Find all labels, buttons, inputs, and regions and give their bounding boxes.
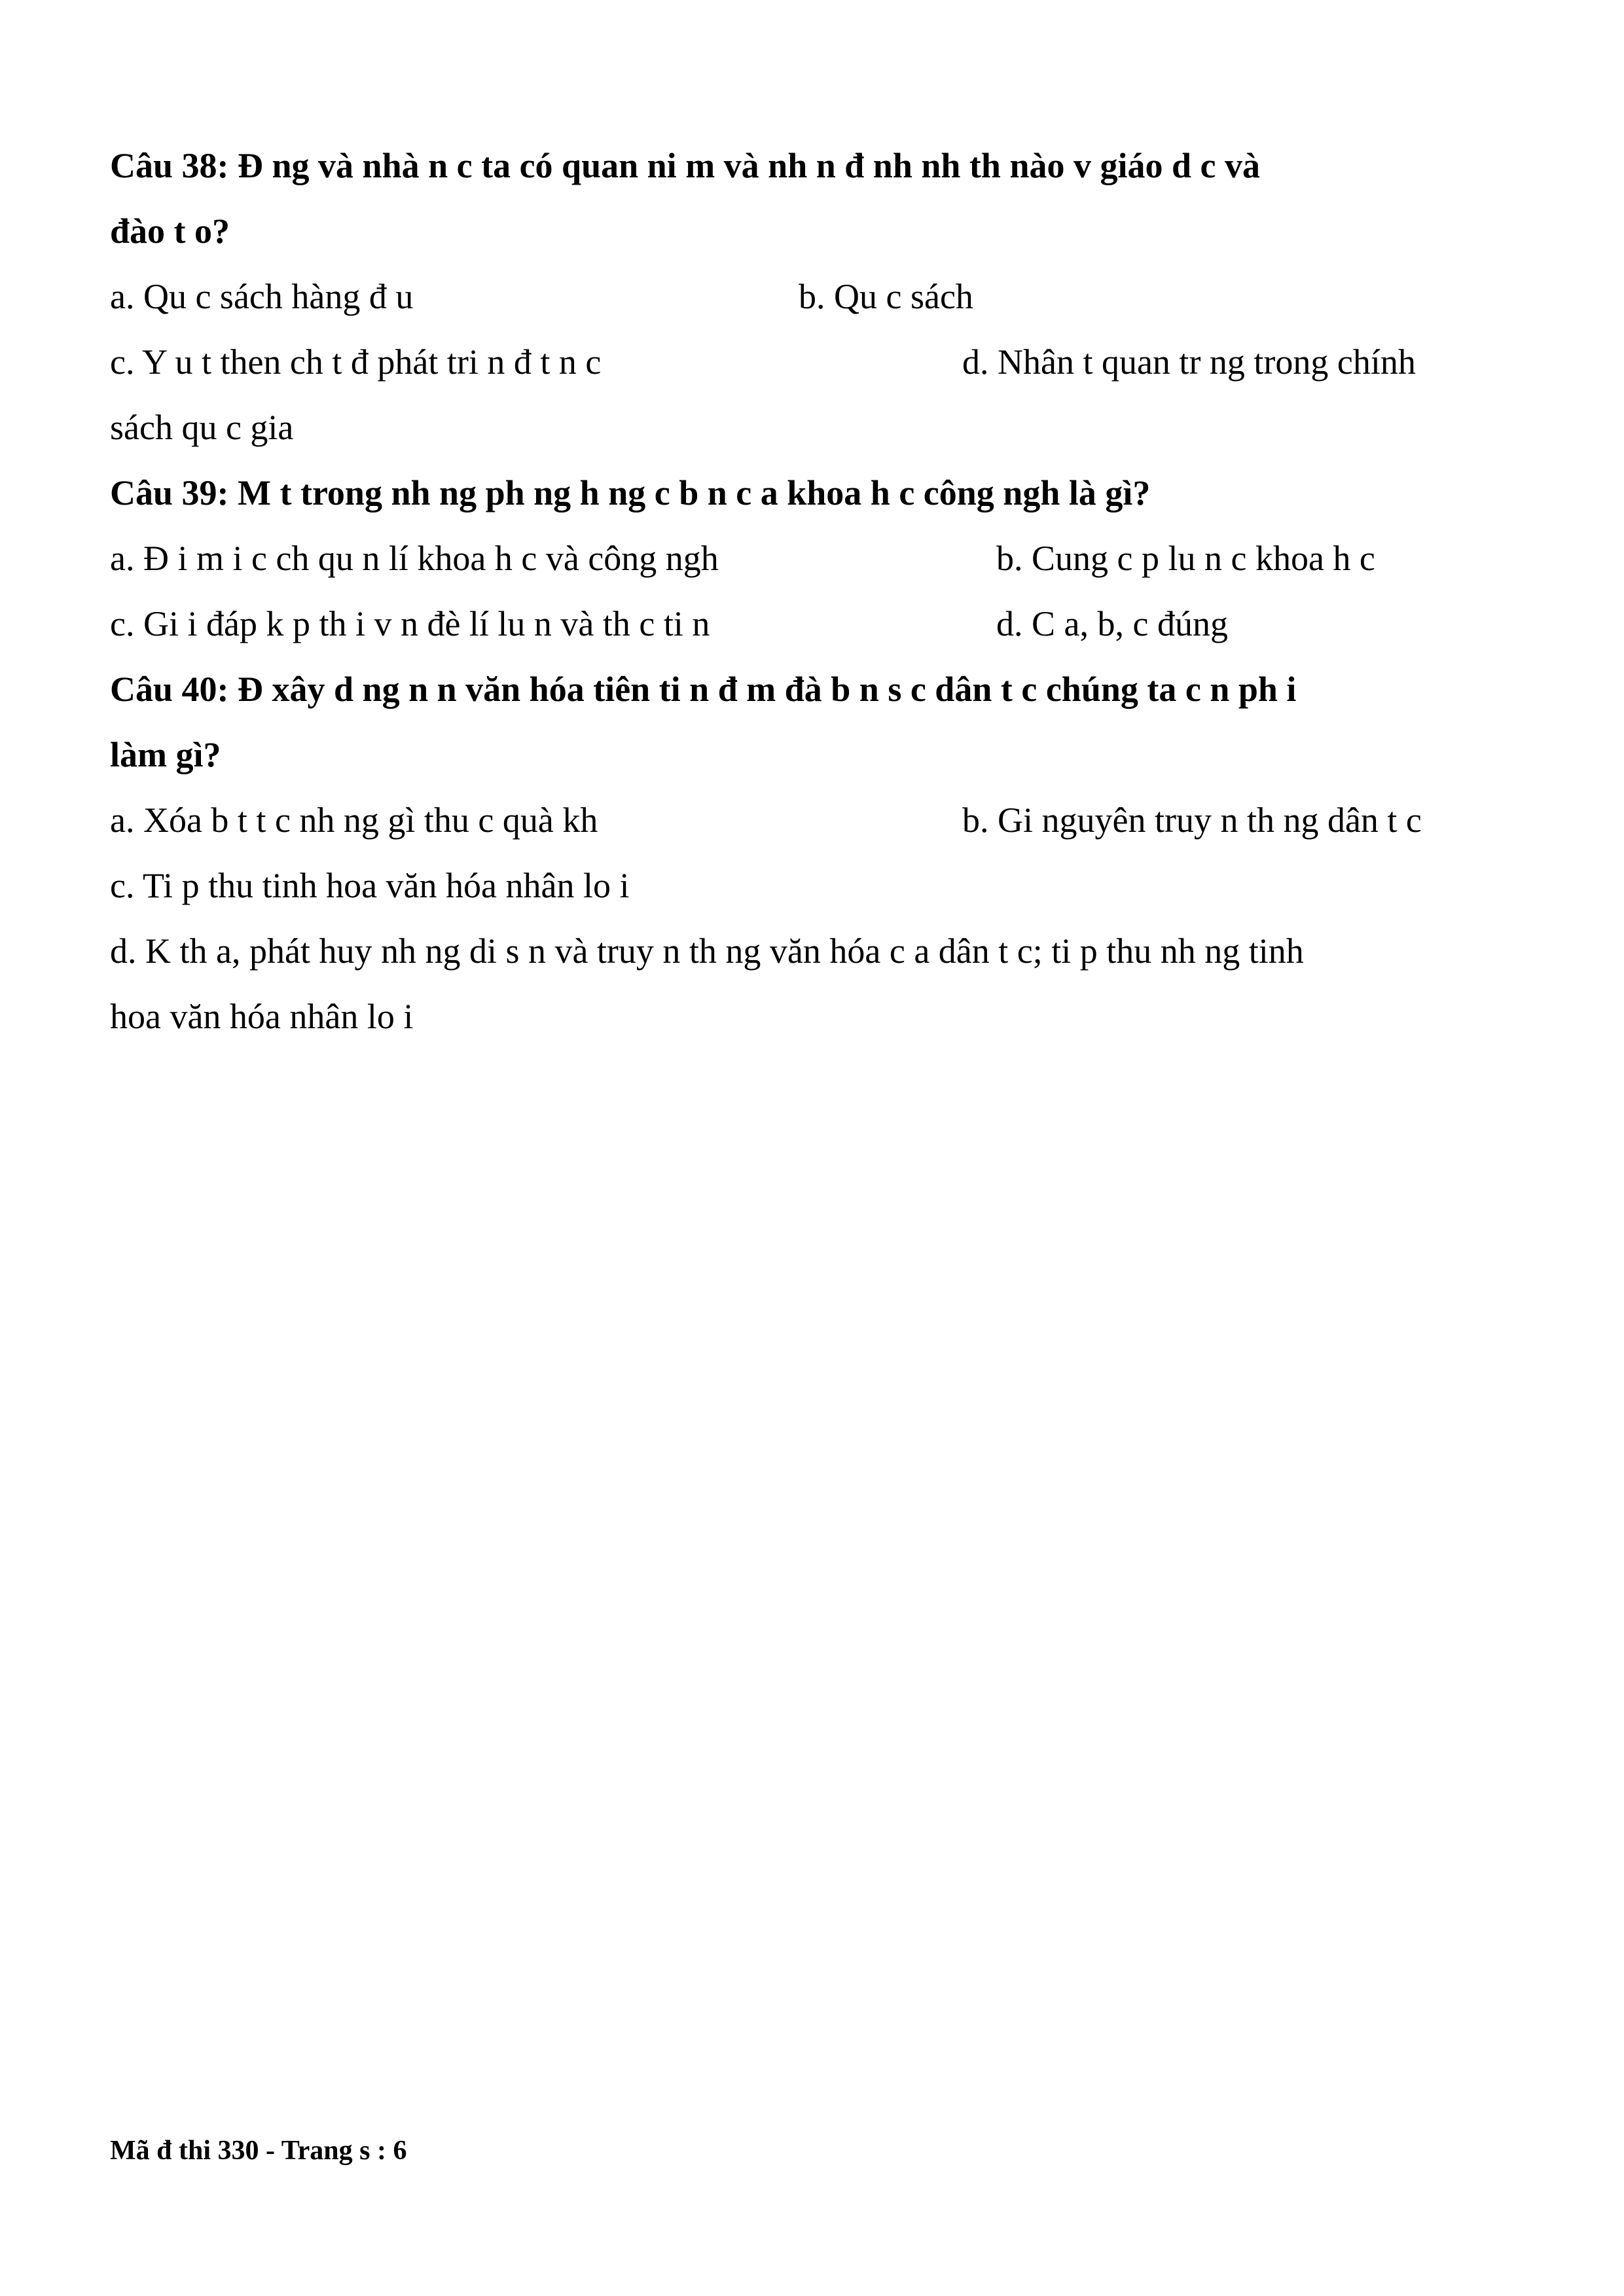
question-38-text: Câu 38: Đ ng và nhà n c ta có quan ni m và nh n đ nh nh th nào v giáo d c và (110, 146, 1260, 185)
question-39-option-d: d. C a, b, c đúng (996, 604, 1228, 643)
question-40-text: Câu 40: Đ xây d ng n n văn hóa tiên ti n đ m đà b n s c dân t c chúng ta c n ph i (110, 670, 1297, 709)
question-39-text: Câu 39: M t trong nh ng ph ng h ng c b n c a khoa h c công ngh là gì? (110, 473, 1151, 512)
question-40-option-d: d. K th a, phát huy nh ng di s n và truy n th ng văn hóa c a dân t c; ti p thu nh ng tinh (110, 931, 1304, 971)
question-39-option-b: b. Cung c p lu n c khoa h c (996, 539, 1375, 578)
question-40-option-b: b. Gi nguyên truy n th ng dân t c (962, 800, 1422, 840)
question-40-option-a: a. Xóa b t t c nh ng gì thu c quà kh (110, 800, 598, 840)
question-38-option-d: d. Nhân t quan tr ng trong chính (962, 342, 1416, 382)
question-38-option-a: a. Qu c sách hàng đ u (110, 277, 414, 316)
question-40-option-c: c. Ti p thu tinh hoa văn hóa nhân lo i (110, 866, 630, 905)
question-40-option-d-cont: hoa văn hóa nhân lo i (110, 997, 414, 1036)
question-38-option-b: b. Qu c sách (799, 277, 973, 316)
question-39-option-c: c. Gi i đáp k p th i v n đè lí lu n và th c ti n (110, 604, 710, 643)
question-38-option-c: c. Y u t then ch t đ phát tri n đ t n c (110, 342, 602, 382)
question-39-option-a: a. Đ i m i c ch qu n lí khoa h c và công ngh (110, 539, 719, 578)
page-footer: Mã đ thi 330 - Trang s : 6 (110, 2136, 407, 2166)
question-38-option-d-cont: sách qu c gia (110, 408, 294, 447)
question-38-text-cont: đào t o? (110, 211, 230, 251)
question-40-text-cont: làm gì? (110, 735, 221, 774)
